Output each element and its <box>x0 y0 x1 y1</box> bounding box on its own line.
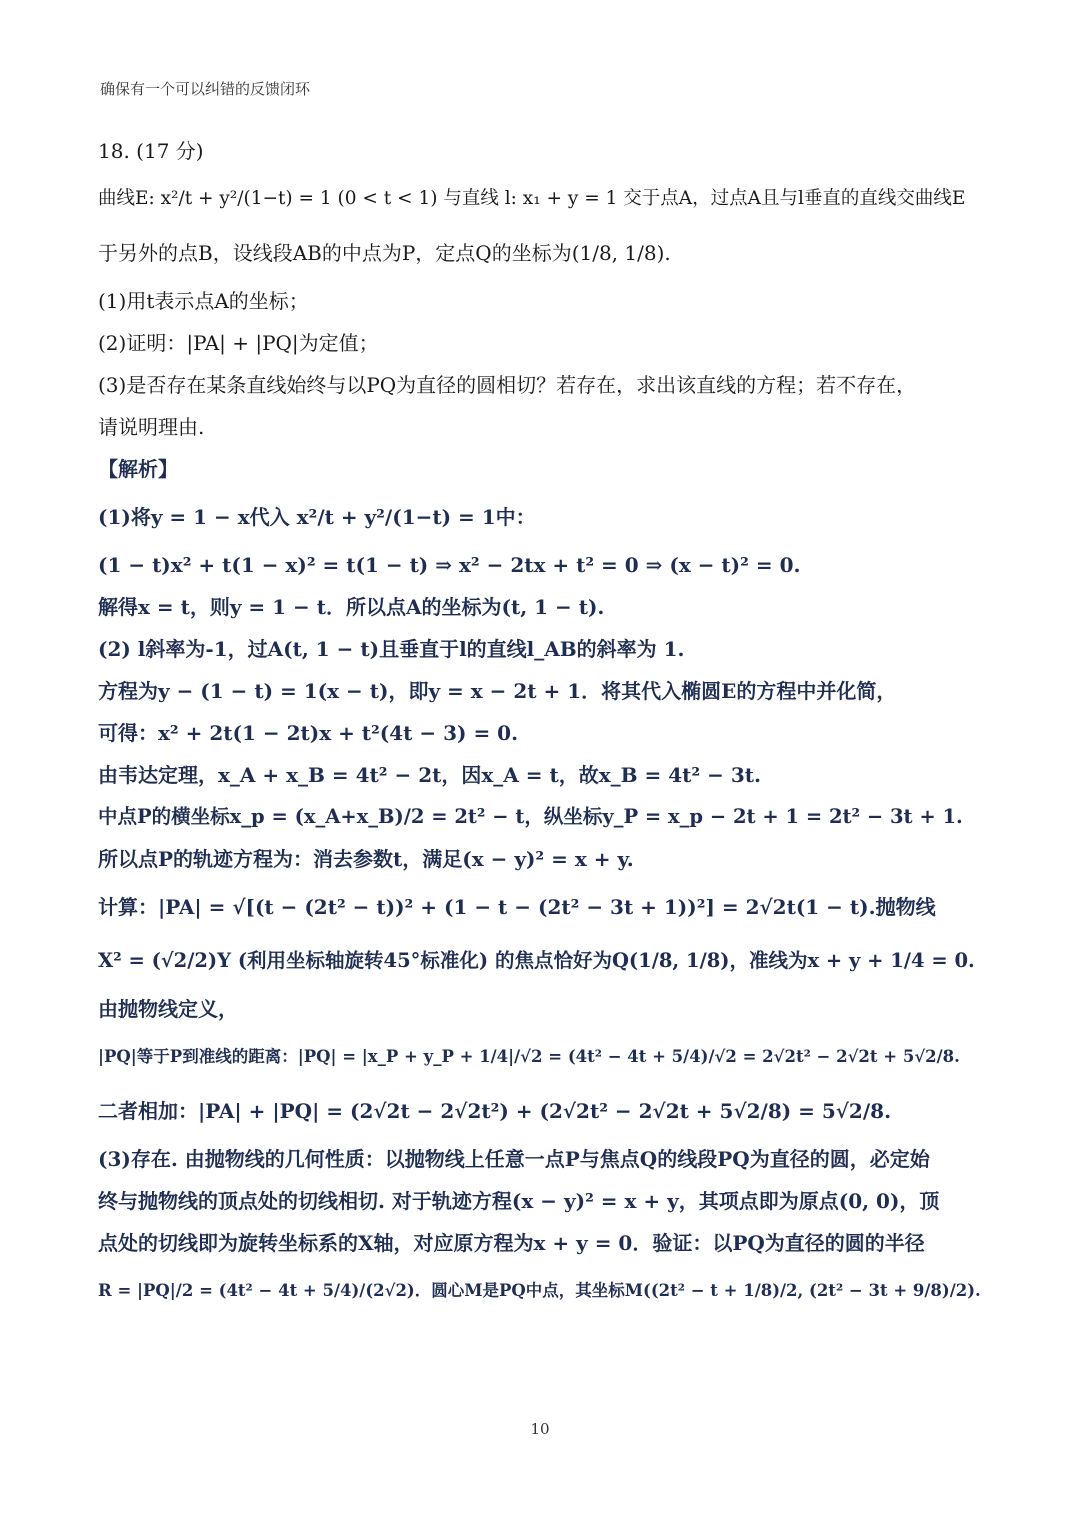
problem-part-3-line-1: (3)是否存在某条直线始终与以PQ为直径的圆相切？若存在，求出该直线的方程；若不存在， <box>98 373 917 397</box>
analysis-line: (1)将y = 1 − x代入 x²/t + y²/(1−t) = 1中： <box>98 505 536 529</box>
analysis-line: 由抛物线定义， <box>98 997 238 1021</box>
problem-content <box>98 136 982 1324</box>
analysis-line: (1 − t)x² + t(1 − x)² = t(1 − t) ⇒ x² − 2tx + t² = 0 ⇒ (x − t)² = 0. <box>98 553 801 577</box>
analysis-line: |PQ|等于P到准线的距离：|PQ| = |x_P + y_P + 1/4|/√2 = (4t² − 4t + 5/4)/√2 = 2√2t² − 2√2t + 5√2/8. <box>98 1047 960 1066</box>
page-number: 10 <box>530 1420 550 1438</box>
analysis-heading: 【解析】 <box>98 457 178 481</box>
analysis-line: (3)存在. 由抛物线的几何性质：以抛物线上任意一点P与焦点Q的线段PQ为直径的圆，必定始 <box>98 1147 930 1171</box>
analysis-line: 计算：|PA| = √[(t − (2t² − t))² + (1 − t − (2t² − 3t + 1))²] = 2√2t(1 − t).抛物线 <box>98 895 936 919</box>
analysis-line: 中点P的横坐标x_p = (x_A+x_B)/2 = 2t² − t，纵坐标y_P = x_p − 2t + 1 = 2t² − 3t + 1. <box>98 805 963 828</box>
analysis-body <box>98 496 982 1312</box>
problem-part-1: (1)用t表示点A的坐标； <box>98 289 309 313</box>
analysis-line: 由韦达定理，x_A + x_B = 4t² − 2t，因x_A = t，故x_B = 4t² − 3t. <box>98 763 761 787</box>
analysis-line: 可得：x² + 2t(1 − 2t)x + t²(4t − 3) = 0. <box>98 721 519 745</box>
analysis-line: 解得x = t，则y = 1 − t．所以点A的坐标为(t, 1 − t). <box>98 595 605 619</box>
analysis-line: 点处的切线即为旋转坐标系的X轴，对应原方程为x + y = 0．验证：以PQ为直径的圆的半径 <box>98 1231 925 1255</box>
analysis-line: R = |PQ|/2 = (4t² − 4t + 5/4)/(2√2)．圆心M是PQ中点，其坐标M((2t² − t + 1/8)/2, (2t² − 3t + 9/8)/2). <box>98 1281 981 1300</box>
analysis-line: X² = (√2/2)Y (利用坐标轴旋转45°标准化) 的焦点恰好为Q(1/8, 1/8)，准线为x + y + 1/4 = 0. <box>98 949 975 972</box>
problem-stem-line-2: 于另外的点B，设线段AB的中点为P，定点Q的坐标为(1/8, 1/8). <box>98 241 671 265</box>
problem-number: 18. (17 分) <box>98 139 204 163</box>
problem-part-3-line-2: 请说明理由. <box>98 415 205 439</box>
problem-part-2: (2)证明：|PA| + |PQ|为定值； <box>98 331 379 355</box>
analysis-line: 方程为y − (1 − t) = 1(x − t)，即y = x − 2t + 1．将其代入椭圆E的方程中并化简， <box>98 679 897 703</box>
problem-stem-line-1: 曲线E: x²/t + y²/(1−t) = 1 (0 < t < 1) 与直线 l: x₁ + y = 1 交于点A，过点A且与l垂直的直线交曲线E <box>98 188 966 209</box>
analysis-line: 二者相加：|PA| + |PQ| = (2√2t − 2√2t²) + (2√2t² − 2√2t + 5√2/8) = 5√2/8. <box>98 1099 892 1123</box>
analysis-line: 所以点P的轨迹方程为：消去参数t，满足(x − y)² = x + y. <box>98 847 634 871</box>
page-header: 确保有一个可以纠错的反馈闭环 <box>100 80 311 98</box>
analysis-line: 终与抛物线的顶点处的切线相切. 对于轨迹方程(x − y)² = x + y，其项点即为原点(0, 0)，顶 <box>98 1189 940 1213</box>
analysis-line: (2) l斜率为-1，过A(t, 1 − t)且垂直于l的直线l_AB的斜率为 1. <box>98 637 685 661</box>
